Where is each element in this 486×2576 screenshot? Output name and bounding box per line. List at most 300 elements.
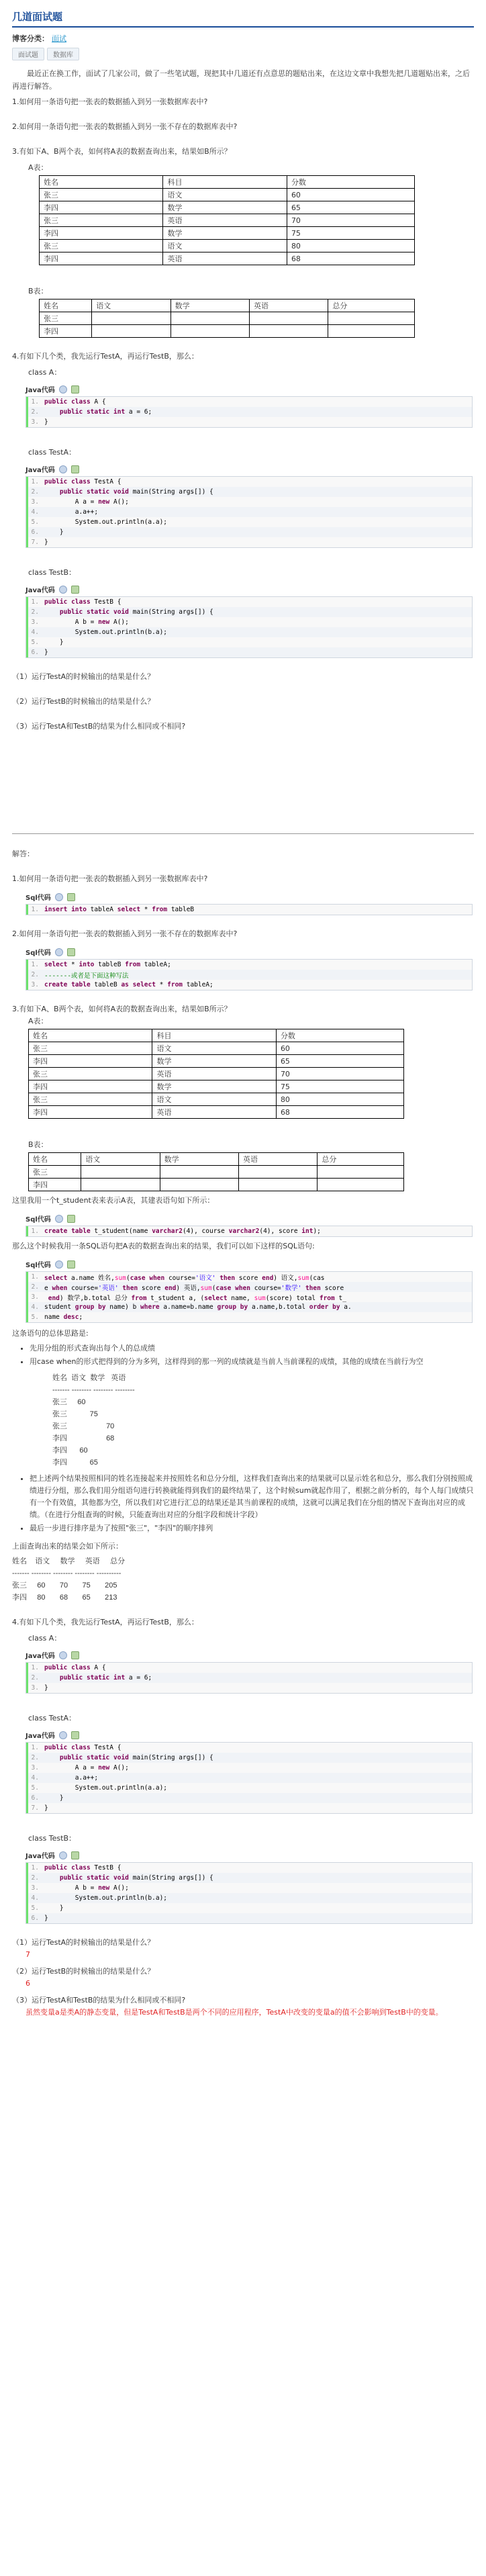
code-text: public class A { — [44, 1664, 106, 1671]
line-number: 7. — [31, 1804, 39, 1812]
code-line — [26, 527, 472, 537]
line-number: 3. — [31, 418, 39, 426]
table-cell: 张三 — [40, 312, 92, 325]
code-label: Java代码 — [26, 384, 474, 394]
table-cell: 70 — [276, 1068, 403, 1080]
class-testb-label: class TestB： — [28, 568, 77, 577]
line-number: 3. — [31, 981, 39, 988]
line-number: 1. — [31, 1864, 39, 1872]
table-row — [29, 1153, 404, 1166]
code-text: } — [44, 1804, 48, 1812]
code-line — [26, 607, 472, 617]
star-icon[interactable] — [67, 1215, 75, 1223]
star-icon[interactable] — [67, 948, 75, 956]
code-line — [26, 397, 472, 407]
code-text: end) 数学,b.total 总分 from t_student a, (select name, sum(score) total from t_ — [48, 1294, 346, 1302]
code-line — [26, 617, 472, 627]
table-cell: 68 — [287, 252, 414, 265]
copy-icon[interactable] — [59, 465, 67, 473]
table-row — [40, 240, 415, 252]
answer-question-2: 2.如何用一条语句把一张表的数据插入到另一张不存在的数据库表中? — [12, 929, 238, 938]
code-label: Java代码 — [26, 1650, 474, 1660]
code-text: public static void main(String args[]) { — [59, 1754, 213, 1761]
table-cell: 数学 — [171, 300, 249, 312]
category-row — [12, 33, 474, 44]
star-icon[interactable] — [71, 1731, 79, 1739]
code-text: System.out.println(a.a); — [44, 518, 168, 526]
code-block-class-testb — [26, 1862, 473, 1924]
table-row — [40, 214, 415, 227]
table-row — [40, 312, 415, 325]
line-number: 2. — [31, 488, 39, 496]
sub-question-3: （3）运行TestA和TestB的结果为什么相同或不相同? — [12, 1996, 186, 2005]
table-row — [40, 176, 415, 189]
code-line — [26, 1302, 472, 1312]
table-cell: 李四 — [29, 1055, 152, 1068]
code-label: Java代码 — [26, 1730, 474, 1740]
line-number: 3. — [31, 498, 39, 506]
code-block-sql-4 — [26, 1271, 473, 1323]
table-cell — [160, 1166, 238, 1179]
code-text: student group by name) b where a.name=b.name group by a.name,b.total order by a. — [44, 1303, 352, 1311]
table-row — [29, 1029, 404, 1042]
class-a-label: class A： — [28, 1634, 62, 1643]
table-cell — [81, 1179, 160, 1191]
tag-item[interactable]: 数据库 — [47, 48, 79, 60]
table-cell — [81, 1166, 160, 1179]
star-icon[interactable] — [71, 385, 79, 394]
code-line — [26, 905, 472, 915]
table-cell: 姓名 — [29, 1153, 81, 1166]
line-number: 4. — [31, 508, 39, 516]
line-number: 4. — [31, 1774, 39, 1782]
table-cell: 姓名 — [40, 300, 92, 312]
table-row — [29, 1093, 404, 1106]
table-cell: 张三 — [40, 214, 163, 227]
answer-2: 6 — [26, 1979, 30, 1988]
table-cell — [250, 325, 328, 338]
code-block-class-testb — [26, 596, 473, 658]
table-row — [40, 227, 415, 240]
table-cell: 总分 — [318, 1153, 404, 1166]
table-b-label: B表： — [28, 1140, 48, 1149]
page-title: 几道面试题 — [12, 11, 63, 23]
code-text: insert into tableA select * from tableB — [44, 906, 195, 913]
code-line — [26, 1893, 472, 1903]
code-block-class-a — [26, 1662, 473, 1694]
code-text: } — [44, 1904, 64, 1912]
table-cell: 李四 — [29, 1106, 152, 1119]
answer-question-1: 1.如何用一条语句把一张表的数据插入到另一张数据库表中? — [12, 874, 208, 883]
table-cell: 65 — [287, 201, 414, 214]
copy-icon[interactable] — [59, 1651, 67, 1659]
table-row — [40, 300, 415, 312]
code-line — [26, 1673, 472, 1683]
table-b — [39, 299, 415, 338]
table-cell: 李四 — [40, 227, 163, 240]
code-label: Sql代码 — [26, 1213, 474, 1224]
code-text: e when course='英语' then score end) 英语,sum(case when course='数学' then score — [44, 1284, 344, 1292]
code-text: a.a++; — [44, 508, 99, 516]
star-icon[interactable] — [71, 1851, 79, 1859]
code-text: } — [44, 418, 48, 426]
line-number: 6. — [31, 1915, 39, 1922]
table-cell: 80 — [276, 1093, 403, 1106]
code-line — [26, 537, 472, 547]
intro-paragraph: 最近正在换工作，面试了几家公司，做了一些笔试题，现把其中几道还有点意思的题贴出来，在这边文章中我想先把几道题贴出来，之后再进行解答。 — [12, 69, 470, 91]
table-b-label: B表： — [28, 287, 48, 295]
copy-icon[interactable] — [59, 385, 67, 394]
star-icon[interactable] — [71, 1651, 79, 1659]
code-text: select * into tableB from tableA; — [44, 961, 171, 968]
table-cell: 75 — [287, 227, 414, 240]
table-cell: 75 — [276, 1080, 403, 1093]
code-line — [26, 1763, 472, 1773]
tag-list — [12, 48, 474, 60]
code-line — [26, 497, 472, 507]
table-row — [40, 325, 415, 338]
code-line — [26, 1312, 472, 1322]
code-line — [26, 1773, 472, 1783]
table-cell: 张三 — [40, 240, 163, 252]
table-cell — [160, 1179, 238, 1191]
line-number: 2. — [31, 408, 39, 416]
line-number: 5. — [31, 1784, 39, 1792]
answer-1: 7 — [26, 1950, 30, 1959]
table-cell: 张三 — [29, 1166, 81, 1179]
table-b — [28, 1152, 404, 1191]
copy-icon[interactable] — [55, 948, 63, 956]
code-text: System.out.println(a.a); — [44, 1784, 168, 1792]
list-item: • 最后一步进行排序是为了按照"张三"，"李四"的顺序排列 — [30, 1522, 474, 1534]
table-row — [29, 1080, 404, 1093]
line-number: 2. — [31, 1674, 39, 1682]
result-example: 姓名 语文 数学 英语 总分 ------- -------- -------- -------- ---------- 张三 60 70 75 205 李四 80 68 65 213 — [12, 1557, 126, 1602]
student-table-note: 这里我用一个t_student表来表示A表，其建表语句如下所示： — [12, 1196, 215, 1205]
title-divider — [12, 26, 474, 28]
table-cell: 数学 — [163, 201, 287, 214]
sub-question-2: （2）运行TestB的时候输出的结果是什么？ — [12, 697, 155, 706]
code-text: } — [44, 528, 64, 536]
table-row — [29, 1106, 404, 1119]
answer-heading: 解答： — [12, 849, 34, 858]
line-number: 2. — [31, 1283, 39, 1291]
code-label: Sql代码 — [26, 892, 474, 902]
table-cell: 张三 — [29, 1068, 152, 1080]
table-row — [40, 252, 415, 265]
table-cell: 数学 — [152, 1055, 276, 1068]
code-text: public static int a = 6; — [59, 1674, 152, 1682]
question-3: 3.有如下A、B两个表，如何将A表的数据查询出来，结果如B所示？ — [12, 147, 232, 156]
code-line — [26, 1753, 472, 1763]
code-text: name desc; — [44, 1314, 83, 1321]
table-row — [40, 201, 415, 214]
code-text: } — [44, 649, 48, 656]
answer-question-3: 3.有如下A、B两个表，如何将A表的数据查询出来，结果如B所示？ — [12, 1005, 232, 1013]
sub-question-1: （1）运行TestA的时候输出的结果是什么？ — [12, 672, 155, 681]
star-icon[interactable] — [71, 586, 79, 594]
code-line — [26, 1282, 472, 1292]
code-line — [26, 1783, 472, 1793]
summary-list — [12, 1342, 474, 1368]
code-line — [26, 1803, 472, 1813]
copy-icon[interactable] — [59, 1851, 67, 1859]
sub-question-1: （1）运行TestA的时候输出的结果是什么？ — [12, 1938, 155, 1947]
line-number: 3. — [31, 1293, 39, 1301]
code-text: } — [44, 1684, 48, 1692]
class-testa-label: class TestA： — [28, 1714, 76, 1722]
code-text: A b = new A(); — [44, 618, 129, 626]
table-row — [40, 189, 415, 201]
code-block-sql-1 — [26, 904, 473, 915]
table-a — [28, 1029, 404, 1119]
line-number: 3. — [31, 618, 39, 626]
table-cell — [239, 1179, 318, 1191]
table-row — [29, 1166, 404, 1179]
code-line — [26, 1292, 472, 1302]
table-cell: 语文 — [92, 300, 171, 312]
table-cell: 姓名 — [29, 1029, 152, 1042]
table-cell: 70 — [287, 214, 414, 227]
table-cell — [250, 312, 328, 325]
line-number: 2. — [31, 608, 39, 616]
table-row — [29, 1055, 404, 1068]
table-cell: 英语 — [163, 214, 287, 227]
list-item: • 用case when的形式把得到的分为多列，这样得到的那一列的成绩就是当前人当前课程的成绩，其他的成绩在当前行为空 — [30, 1356, 474, 1368]
code-text: public static void main(String args[]) { — [59, 608, 213, 616]
table-cell: 姓名 — [40, 176, 163, 189]
table-cell — [171, 312, 249, 325]
table-cell: 英语 — [152, 1068, 276, 1080]
code-text: -------或者是下面这种写法 — [44, 972, 129, 980]
table-cell — [318, 1166, 404, 1179]
table-cell: 语文 — [81, 1153, 160, 1166]
table-cell — [328, 312, 415, 325]
line-number: 7. — [31, 539, 39, 546]
star-icon[interactable] — [71, 465, 79, 473]
code-line — [26, 1683, 472, 1693]
table-cell: 李四 — [40, 201, 163, 214]
table-cell: 数学 — [152, 1080, 276, 1093]
table-cell — [239, 1166, 318, 1179]
code-line — [26, 970, 472, 980]
code-line — [26, 417, 472, 427]
line-number: 1. — [31, 398, 39, 406]
code-text: A a = new A(); — [44, 1764, 129, 1772]
table-cell: 总分 — [328, 300, 415, 312]
copy-icon[interactable] — [55, 1215, 63, 1223]
sub-question-3: （3）运行TestA和TestB的结果为什么相同或不相同? — [12, 722, 186, 731]
code-text: public class A { — [44, 398, 106, 406]
category-link[interactable]: 面试 — [52, 34, 66, 43]
table-cell: 语文 — [163, 189, 287, 201]
code-text: A b = new A(); — [44, 1884, 129, 1892]
table-cell: 68 — [276, 1106, 403, 1119]
table-cell: 英语 — [250, 300, 328, 312]
table-cell: 科目 — [152, 1029, 276, 1042]
line-number: 2. — [31, 1754, 39, 1761]
table-cell: 65 — [276, 1055, 403, 1068]
code-line — [26, 1913, 472, 1923]
table-cell: 李四 — [29, 1179, 81, 1191]
line-number: 4. — [31, 1303, 39, 1311]
table-cell: 张三 — [40, 189, 163, 201]
table-cell: 李四 — [29, 1080, 152, 1093]
table-row — [29, 1042, 404, 1055]
line-number: 3. — [31, 1684, 39, 1692]
table-cell: 语文 — [152, 1093, 276, 1106]
list-item: • 先用分组的形式查询出每个人的总成绩 — [30, 1342, 474, 1354]
code-line — [26, 597, 472, 607]
table-cell: 分数 — [287, 176, 414, 189]
copy-icon[interactable] — [59, 1731, 67, 1739]
class-a-label: class A： — [28, 368, 62, 377]
code-line — [26, 1863, 472, 1873]
line-number: 5. — [31, 518, 39, 526]
table-cell — [92, 312, 171, 325]
table-cell: 80 — [287, 240, 414, 252]
code-block-class-testa — [26, 476, 473, 548]
code-label: Sql代码 — [26, 947, 474, 957]
table-cell: 语文 — [163, 240, 287, 252]
copy-icon[interactable] — [59, 586, 67, 594]
table-row — [29, 1068, 404, 1080]
code-line — [26, 407, 472, 417]
table-cell: 语文 — [152, 1042, 276, 1055]
code-text: public class TestB { — [44, 1864, 122, 1872]
summary-title: 这条语句的总体思路是: — [12, 1329, 89, 1338]
code-text: create table t_student(name varchar2(4), course varchar2(4), score int); — [44, 1228, 321, 1235]
query-note: 那么这个时候我用一条SQL语句把A表的数据查询出来的结果，我们可以如下这样的SQL语句: — [12, 1242, 315, 1250]
code-text: public static int a = 6; — [59, 408, 152, 416]
code-label: Java代码 — [26, 464, 474, 474]
line-number: 2. — [31, 971, 39, 978]
table-cell: 60 — [287, 189, 414, 201]
code-text: public class TestA { — [44, 478, 122, 486]
code-line — [26, 647, 472, 657]
line-number: 5. — [31, 1904, 39, 1912]
code-text: A a = new A(); — [44, 498, 129, 506]
code-block-sql-2 — [26, 959, 473, 991]
summary-list-continued — [12, 1473, 474, 1534]
line-number: 1. — [31, 1228, 39, 1235]
copy-icon[interactable] — [55, 1260, 63, 1269]
code-line — [26, 627, 472, 637]
line-number: 1. — [31, 598, 39, 606]
code-block-class-testa — [26, 1742, 473, 1814]
line-number: 5. — [31, 639, 39, 646]
code-text: select a.name 姓名,sum(case when course='语文' then score end) 语文,sum(cas — [44, 1274, 325, 1282]
result-title: 上面查询出来的结果会如下所示： — [12, 1542, 123, 1551]
code-block-class-a — [26, 396, 473, 428]
code-line — [26, 1883, 472, 1893]
code-line — [26, 637, 472, 647]
code-line — [26, 1663, 472, 1673]
code-text: System.out.println(b.a); — [44, 1894, 168, 1902]
code-text: } — [44, 639, 64, 646]
code-line — [26, 960, 472, 970]
table-cell: 60 — [276, 1042, 403, 1055]
tag-item[interactable]: 面试题 — [12, 48, 44, 60]
code-text: } — [44, 1915, 48, 1922]
code-text: System.out.println(b.a); — [44, 629, 168, 636]
line-number: 1. — [31, 1744, 39, 1751]
code-text: public class TestA { — [44, 1744, 122, 1751]
code-text: } — [44, 539, 48, 546]
code-text: public static void main(String args[]) { — [59, 488, 213, 496]
star-icon[interactable] — [67, 893, 75, 901]
question-2: 2.如何用一条语句把一张表的数据插入到另一张不存在的数据库表中? — [12, 122, 238, 131]
class-testb-label: class TestB： — [28, 1834, 77, 1843]
question-4: 4.有如下几个类，我先运行TestA，再运行TestB，那么： — [12, 352, 199, 361]
table-cell: 英语 — [163, 252, 287, 265]
code-line — [26, 1903, 472, 1913]
code-line — [26, 507, 472, 517]
line-number: 1. — [31, 478, 39, 486]
code-label: Java代码 — [26, 584, 474, 594]
code-line — [26, 1226, 472, 1236]
line-number: 2. — [31, 1874, 39, 1882]
table-a-label: A表： — [28, 163, 48, 172]
code-text: a.a++; — [44, 1774, 99, 1782]
line-number: 3. — [31, 1884, 39, 1892]
pivot-example: 姓名 语文 数学 英语 ------- -------- -------- -------- 张三 60 张三 75 张三 70 李四 68 李四 60 李四 65 — [52, 1374, 135, 1467]
section-divider — [12, 833, 474, 834]
table-cell — [171, 325, 249, 338]
code-line — [26, 487, 472, 497]
line-number: 4. — [31, 1894, 39, 1902]
line-number: 5. — [31, 1314, 39, 1321]
code-block-sql-3 — [26, 1226, 473, 1237]
line-number: 1. — [31, 1664, 39, 1671]
table-cell: 张三 — [29, 1093, 152, 1106]
code-line — [26, 1272, 472, 1282]
answer-question-4: 4.有如下几个类，我先运行TestA，再运行TestB，那么： — [12, 1618, 199, 1626]
table-cell: 数学 — [160, 1153, 238, 1166]
code-text: public static void main(String args[]) { — [59, 1874, 213, 1882]
line-number: 3. — [31, 1764, 39, 1772]
table-cell: 科目 — [163, 176, 287, 189]
code-label: Sql代码 — [26, 1259, 474, 1269]
question-1: 1.如何用一条语句把一张表的数据插入到另一张数据库表中? — [12, 97, 208, 106]
code-line — [26, 477, 472, 487]
table-cell — [328, 325, 415, 338]
line-number: 1. — [31, 906, 39, 913]
code-line — [26, 980, 472, 990]
line-number: 1. — [31, 961, 39, 968]
table-row — [29, 1179, 404, 1191]
table-a-label: A表： — [28, 1017, 48, 1025]
table-cell: 数学 — [163, 227, 287, 240]
copy-icon[interactable] — [55, 893, 63, 901]
table-a — [39, 175, 415, 265]
line-number: 6. — [31, 1794, 39, 1802]
code-line — [26, 1793, 472, 1803]
article-header — [12, 0, 474, 60]
code-line — [26, 517, 472, 527]
table-cell — [92, 325, 171, 338]
line-number: 1. — [31, 1273, 39, 1281]
code-line — [26, 1873, 472, 1883]
table-cell: 英语 — [152, 1106, 276, 1119]
star-icon[interactable] — [67, 1260, 75, 1269]
table-cell: 李四 — [40, 252, 163, 265]
class-testa-label: class TestA： — [28, 448, 76, 457]
table-cell: 张三 — [29, 1042, 152, 1055]
line-number: 6. — [31, 649, 39, 656]
category-label: 博客分类： — [12, 34, 49, 43]
code-text: } — [44, 1794, 64, 1802]
